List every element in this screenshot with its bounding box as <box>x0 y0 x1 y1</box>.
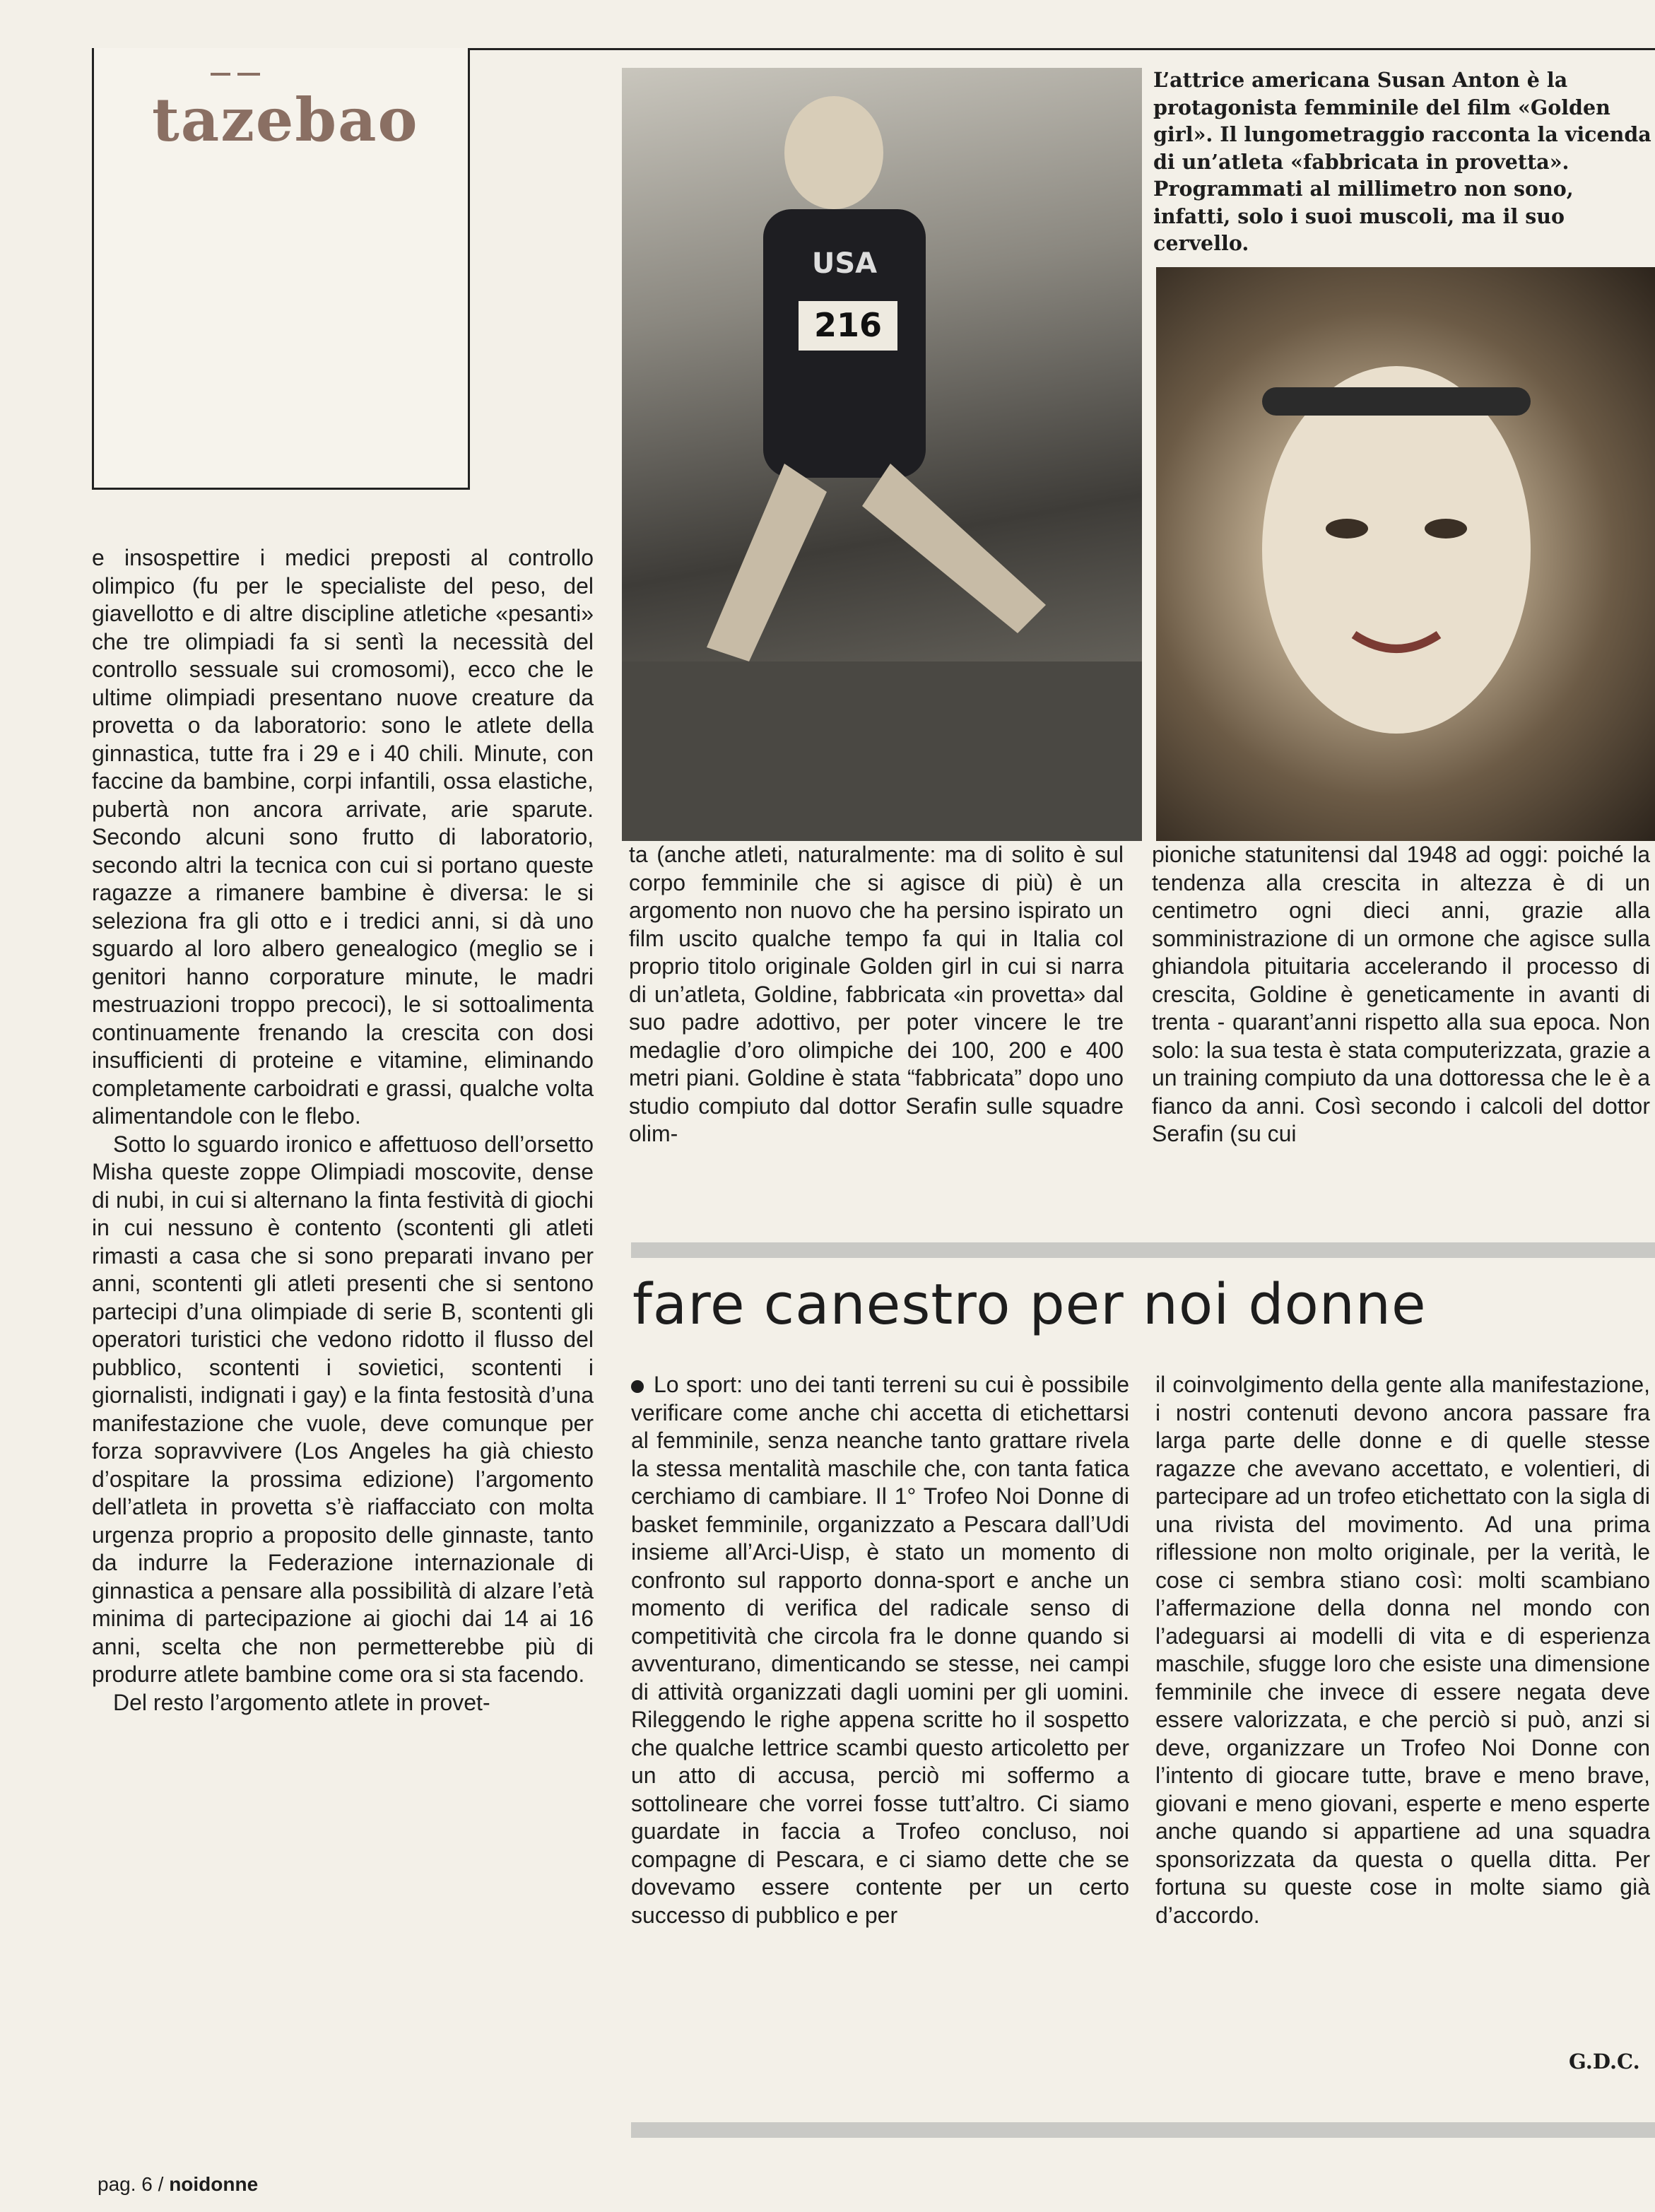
article-column-2: ta (anche atleti, naturalmente: ma di solito è sul corpo femminile che si agisce di più) è un argomento non nuovo che ha persino ispirato un film uscito qualche tempo fa qui in Italia col proprio titolo originale Golden girl in cui si narra di un’atleta, Goldine, fabbricata «in provetta» dal suo padre adottivo, per poter vincere le tre medaglie d’oro olimpiche dei 100, 200 e 400 metri piani. Goldine è stata “fabbricata” dopo uno studio compiuto dal dottor Serafin sulle squadre olim- <box>629 842 1124 1146</box>
pen-nib-icon <box>211 71 260 78</box>
article2-column-2: il coinvolgimento della gente alla manifestazione, i nostri contenuti devono ancora passare fra larga parte delle donne e di quelle stesse ragazze che avevano accettato, e volentieri, di partecipare ad un trofeo etichettato con la sigla di una rivista del movimento. Ad una prima riflessione non molto originale, per la verità, le cose ci sembra stiano così: molti scambiano l’affermazione della donna nel mondo con l’adeguarsi ai modelli di vita e di esperienza maschile, sfugge loro che esiste una dimensione femminile che invece di essere negata deve essere valorizzata, e che perciò si può, anzi si deve, organizzare un Trofeo Noi Donne con l’intento di giocare tutte, brave e meno brave, giovani e meno giovani, esperte e meno esperte anche quando si appartiene ad una squadra sponsorizzata da questa o quella ditta. Per fortuna su queste cose in molte siamo già d’accordo. <box>1155 1372 1650 1928</box>
runner-photo <box>622 68 1142 841</box>
article2-column-1 <box>631 1371 1129 1929</box>
runner-illustration <box>622 68 1142 841</box>
article-headline: fare canestro per noi donne <box>632 1272 1427 1337</box>
portrait-photo <box>1156 267 1655 841</box>
magazine-brand: noidonne <box>169 2173 259 2195</box>
bullet-icon <box>631 1380 644 1393</box>
portrait-illustration <box>1156 267 1655 841</box>
column-title: tazebao <box>152 85 419 155</box>
page-number: pag. 6 / <box>98 2173 164 2195</box>
author-signature: G.D.C. <box>1569 2049 1640 2073</box>
paragraph: Sotto lo sguardo ironico e affettuoso dell’orsetto Misha queste zoppe Olimpiadi moscovite, dense di nubi, in cui si alternano la finta festività di giochi in cui nessuno è contento (scontenti gli atleti rimasti a casa che si sono preparati invano per anni, scontenti gli atleti presenti che si sentono partecipi d’una olimpiade di serie B, scontenti gli operatori turistici che vedono ridotto il flusso del pubblico, scontenti i sovietici, scontenti i giornalisti, indignati i gay) e la finta festosità d’una manifestazione che vuole, deve comunque per forza sopravvivere (Los Angeles ha già chiesto d’ospitare la prossima edizione) l’argomento dell’atleta in provetta s’è riaffacciato con molta urgenza proprio a proposito delle ginnaste, tanto da indurre la Federazione internazionale di ginnastica a pensare alla possibilità di alzare l’età minima di partecipazione ai giochi dai 14 ai 16 anni, scelta che non permetterebbe più di produrre atlete bambine come ora si sta facendo. <box>92 1131 594 1687</box>
photo-caption: L’attrice americana Susan Anton è la protagonista femminile del film «Golden girl». Il lungometraggio racconta la vicenda di un’atleta «fabbricata in provetta». Programmati al millimetro non sono, infatti, solo i suoi muscoli, ma il suo cervello. <box>1153 68 1651 255</box>
paragraph: Del resto l’argomento atlete in provet- <box>113 1689 490 1715</box>
paragraph: Lo sport: uno dei tanti terreni su cui è possibile verificare come anche chi accetta di etichettarsi al femminile, senza neanche tanto grattare rivela la stessa mentalità maschile che, con tanta fatica cerchiamo di cambiare. Il 1° Trofeo Noi Donne di basket femminile, organizzato a Pescara dall’Udi insieme all’Arci-Uisp, è stato un momento di confronto sul rapporto donna-sport e anche un momento di verifica del radicale senso di competitività che circola fra le donne quando si avventurano, dimenticando se stesse, nei campi di attività organizzati dagli uomini per gli uomini. Rileggendo le righe appena scritte ho il sospetto che qualche lettrice scambi questo articoletto per un atto di accusa, perciò mi soffermo a sottolineare che vorrei fosse tutt’altro. Ci siamo guardate in faccia a Trofeo concluso, noi compagne di Pescara, e ci siamo dette che se dovevamo essere contente per un certo successo di pubblico e per <box>631 1372 1129 1928</box>
paragraph: e insospettire i medici preposti al controllo olimpico (fu per le specialiste del peso, del giavellotto e di altre discipline atletiche «pesanti» che tre olimpiadi fa si sentì la necessità del controllo sessuale sui cromosomi), ecco che le ultime olimpiadi presentano nuove creature da provetta o da laboratorio: sono le atlete della ginnastica, tutte fra i 29 e i 40 chili. Minute, con faccine da bambine, corpi infantili, ossa elastiche, pubertà non ancora arrivate, arie sparute. Secondo alcuni sono frutto di laboratorio, secondo altri la tecnica con cui si portano queste ragazze a rimanere bambine è diversa: le si seleziona fra gli otto e i tredici anni, si dà uno sguardo al loro albero genealogico (meglio se i genitori hanno corporature minute, le madri mestruazioni troppo precoci), le si sottoalimenta continuamente frenando la crescita con dosi insufficienti di proteine e vitamine, eliminando completamente carboidrati e grassi, qualche volta alimentandole con le flebo. <box>92 545 594 1129</box>
shirt-text: USA <box>811 247 878 280</box>
page-footer <box>98 2173 258 2196</box>
article-column-3: pioniche statunitensi dal 1948 ad oggi: poiché la tendenza alla crescita in altezza è di un centimetro ogni dieci anni, grazie alla somministrazione di un ormone che agisce sulla ghiandola pituitaria accelerando il processo di crescita, Goldine è geneticamente in avanti di trenta - quarant’anni rispetto alla sua epoca. Non solo: la sua testa è stata computerizzata, grazie a un training compiuto da una dottoressa che le è a fianco da anni. Così secondo i calcoli del dottor Serafin (su cui <box>1152 842 1650 1146</box>
section-divider <box>631 2122 1655 2138</box>
section-divider <box>631 1242 1655 1258</box>
article-column-1 <box>92 544 594 1717</box>
bib-number: 216 <box>813 306 883 344</box>
